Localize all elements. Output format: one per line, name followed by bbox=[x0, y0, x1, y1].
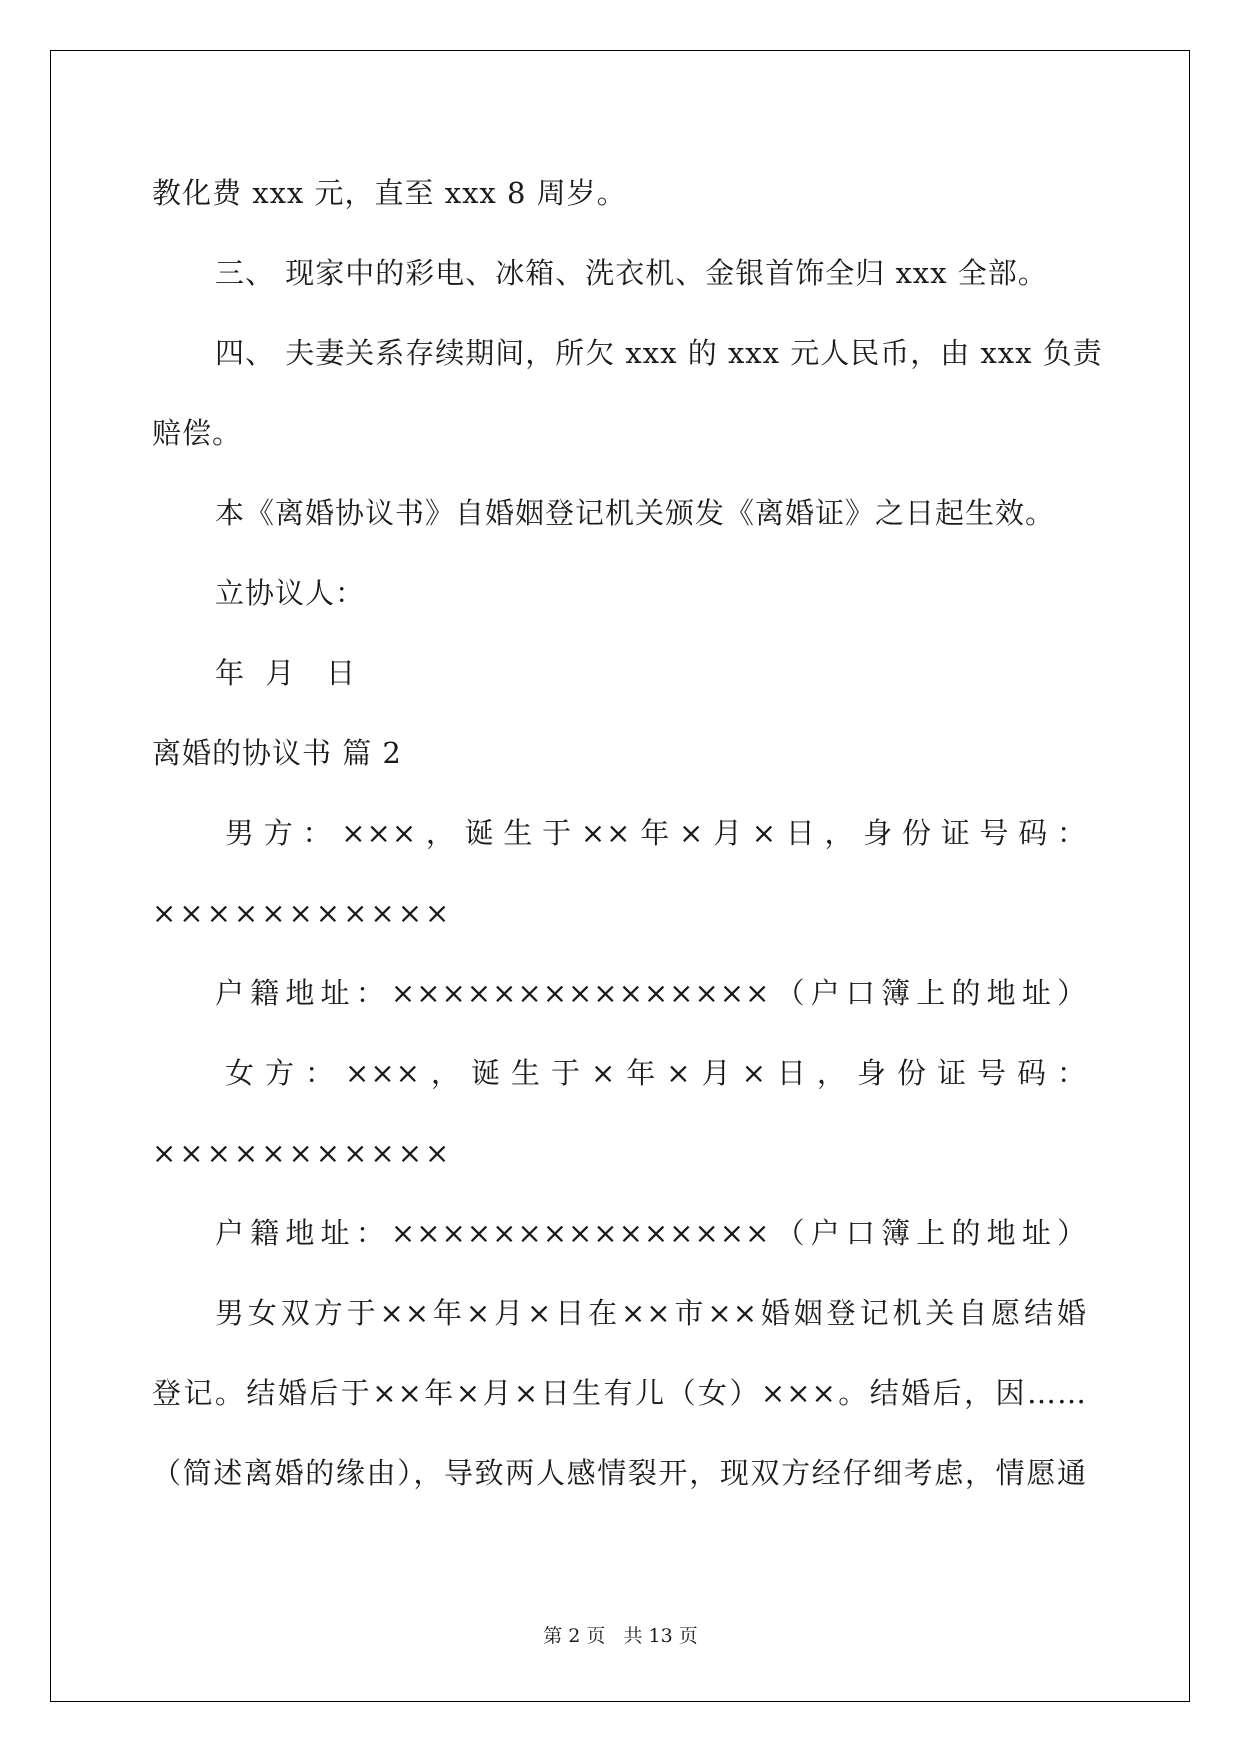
text-line-13: ××××××××××× bbox=[152, 1136, 453, 1170]
text-line-9: 男方：×××，诞生于××年×月×日，身份证号码： bbox=[225, 816, 1087, 850]
text-line-17: （简述离婚的缘由），导致两人感情裂开，现双方经仔细考虑，情愿通 bbox=[152, 1456, 1087, 1490]
text-line-12: 女方：×××，诞生于×年×月×日，身份证号码： bbox=[225, 1056, 1087, 1090]
text-line-4: 赔偿。 bbox=[152, 416, 243, 450]
section-heading: 离婚的协议书 篇 2 bbox=[152, 736, 402, 770]
text-line-10: ××××××××××× bbox=[152, 896, 453, 930]
text-line-14: 户籍地址：×××××××××××××××（户口簿上的地址） bbox=[215, 1216, 1087, 1250]
text-line-3: 四、 夫妻关系存续期间，所欠 xxx 的 xxx 元人民币，由 xxx 负责 bbox=[215, 336, 1103, 370]
text-line-11: 户籍地址：×××××××××××××××（户口簿上的地址） bbox=[215, 976, 1087, 1010]
page-number-footer: 第 2 页 共 13 页 bbox=[543, 1625, 698, 1647]
text-line-1: 教化费 xxx 元，直至 xxx 8 周岁。 bbox=[152, 176, 627, 210]
text-line-15: 男女双方于××年×月×日在××市××婚姻登记机关自愿结婚 bbox=[215, 1296, 1087, 1330]
text-line-2: 三、 现家中的彩电、冰箱、洗衣机、金银首饰全归 xxx 全部。 bbox=[215, 256, 1048, 290]
text-line-5: 本《离婚协议书》自婚姻登记机关颁发《离婚证》之日起生效。 bbox=[215, 496, 1056, 530]
text-line-7: 年 月 日 bbox=[215, 656, 357, 690]
text-line-16: 登记。结婚后于××年×月×日生有儿（女）×××。结婚后，因…… bbox=[152, 1376, 1087, 1410]
text-line-6: 立协议人： bbox=[215, 576, 366, 610]
